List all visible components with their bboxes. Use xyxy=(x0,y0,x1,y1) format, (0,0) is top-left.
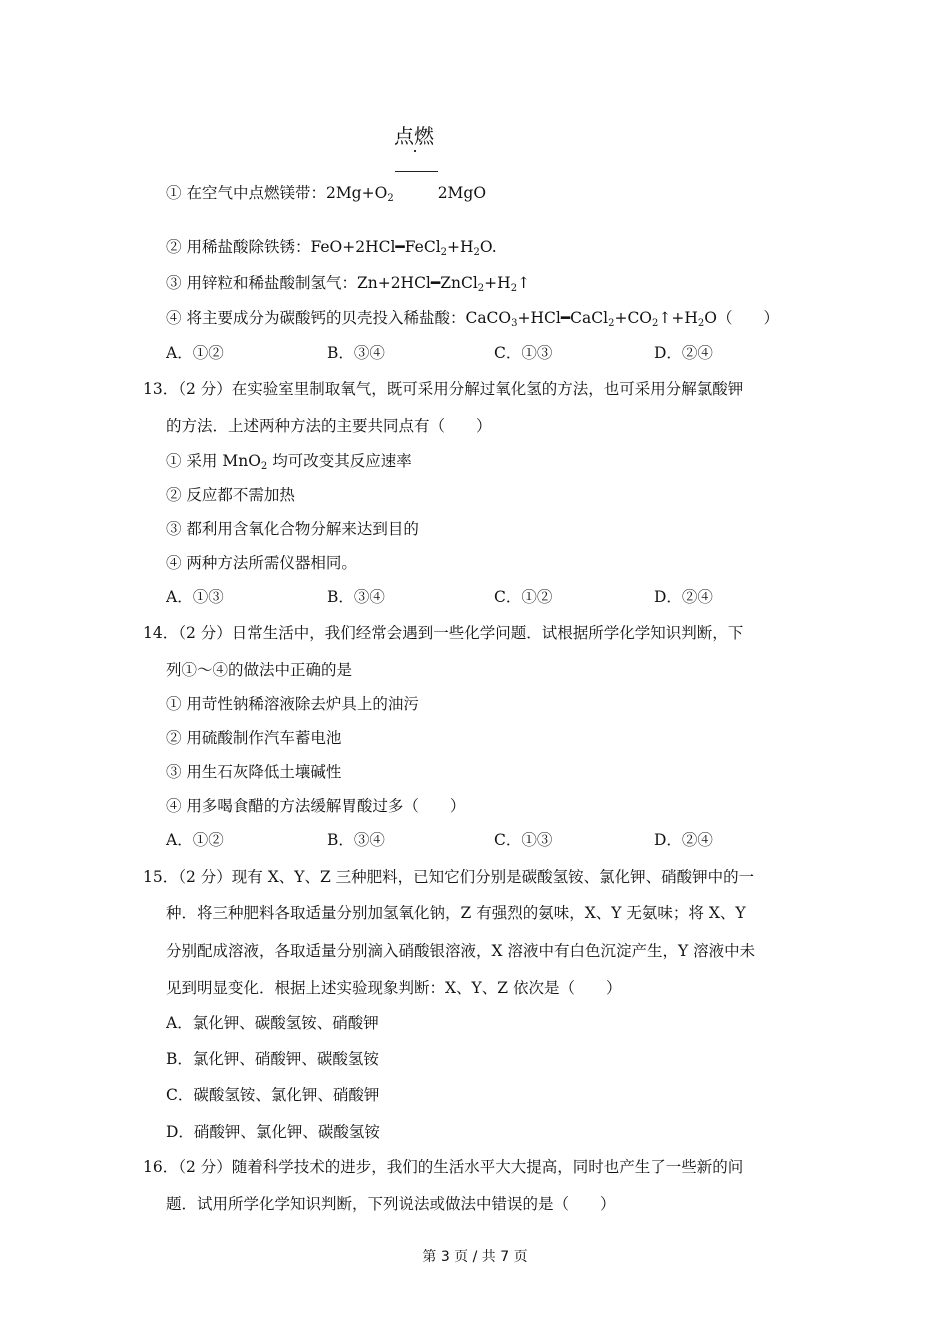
q13-option-d: D．②④ xyxy=(654,588,713,606)
q12-option-a: A．①② xyxy=(166,344,224,362)
q12-item-3: ③ 用锌粒和稀盐酸制氢气：$Zn+2HCl━ZnCl_2+H_2↑$ xyxy=(166,274,531,294)
q12-item-4: ④ 将主要成分为碳酸钙的贝壳投入稀盐酸：$CaCO_3+HCl━CaCl_2+CO_2↑+H_2O$（ ） xyxy=(166,309,779,329)
q15-option-b: B．氯化钾、硝酸钾、碳酸氢铵 xyxy=(166,1050,379,1068)
q12-item-2: ② 用稀盐酸除铁锈：$FeO+2HCl━FeCl_2+H_2O$. xyxy=(166,238,497,258)
q14-item-2: ② 用硫酸制作汽车蓄电池 xyxy=(166,729,342,747)
q13-option-b: B．③④ xyxy=(327,588,385,606)
q14-option-c: C．①③ xyxy=(494,831,553,849)
q13-stem-line-2: 的方法．上述两种方法的主要共同点有（ ） xyxy=(166,417,492,435)
q14-option-d: D．②④ xyxy=(654,831,713,849)
q16-stem-line-2: 题．试用所学化学知识判断，下列说法或做法中错误的是（ ） xyxy=(166,1195,616,1213)
q15-stem-line-4: 见到明显变化．根据上述实验现象判断：X、Y、Z 依次是（ ） xyxy=(166,979,622,997)
q14-stem-line-2: 列①～④的做法中正确的是 xyxy=(166,661,353,679)
q13-item-4: ④ 两种方法所需仪器相同。 xyxy=(166,554,357,572)
q14-stem-line-1: 14．（2 分）日常生活中，我们经常会遇到一些化学问题．试根据所学化学知识判断，下 xyxy=(143,624,744,642)
q13-option-a: A．①③ xyxy=(166,588,224,606)
q14-item-3: ③ 用生石灰降低土壤碱性 xyxy=(166,763,342,781)
page-number: 第 3 页 / 共 7 页 xyxy=(422,1249,528,1265)
q16-stem-line-1: 16．（2 分）随着科学技术的进步，我们的生活水平大大提高，同时也产生了一些新的问 xyxy=(143,1158,744,1176)
q12-option-d: D．②④ xyxy=(654,344,713,362)
q13-item-1: ① 采用 MnO$_2$ 均可改变其反应速率 xyxy=(166,452,412,472)
q14-option-a: A．①② xyxy=(166,831,224,849)
q15-option-d: D．硝酸钾、氯化钾、碳酸氢铵 xyxy=(166,1123,380,1141)
q14-item-4: ④ 用多喝食醋的方法缓解胃酸过多（ ） xyxy=(166,797,466,815)
reaction-condition-label: 点燃 xyxy=(394,124,434,148)
q12-item-1: ① 在空气中点燃镁带：$2Mg+O_2$ 2MgO xyxy=(166,184,487,204)
q15-option-c: C．碳酸氢铵、氯化钾、硝酸钾 xyxy=(166,1086,380,1104)
q14-item-1: ① 用苛性钠稀溶液除去炉具上的油污 xyxy=(166,695,419,713)
condition-line xyxy=(395,171,438,172)
q15-stem-line-3: 分别配成溶液，各取适量分别滴入硝酸银溶液，X 溶液中有白色沉淀产生，Y 溶液中未 xyxy=(166,942,756,960)
q13-option-c: C．①② xyxy=(494,588,553,606)
q15-stem-line-1: 15．（2 分）现有 X、Y、Z 三种肥料，已知它们分别是碳酸氢铵、氯化钾、硝酸钾中的一 xyxy=(143,868,755,886)
q15-stem-line-2: 种．将三种肥料各取适量分别加氢氧化钠，Z 有强烈的氨味，X、Y 无氨味；将 X、Y xyxy=(166,904,746,922)
q13-item-3: ③ 都利用含氧化合物分解来达到目的 xyxy=(166,520,419,538)
q15-option-a: A．氯化钾、碳酸氢铵、硝酸钾 xyxy=(166,1014,379,1032)
q13-item-2: ② 反应都不需加热 xyxy=(166,486,295,504)
q13-stem-line-1: 13．（2 分）在实验室里制取氧气，既可采用分解过氧化氢的方法，也可采用分解氯酸钾 xyxy=(143,380,744,398)
q14-option-b: B．③④ xyxy=(327,831,385,849)
condition-mark xyxy=(414,150,416,152)
q12-option-b: B．③④ xyxy=(327,344,385,362)
q12-option-c: C．①③ xyxy=(494,344,553,362)
